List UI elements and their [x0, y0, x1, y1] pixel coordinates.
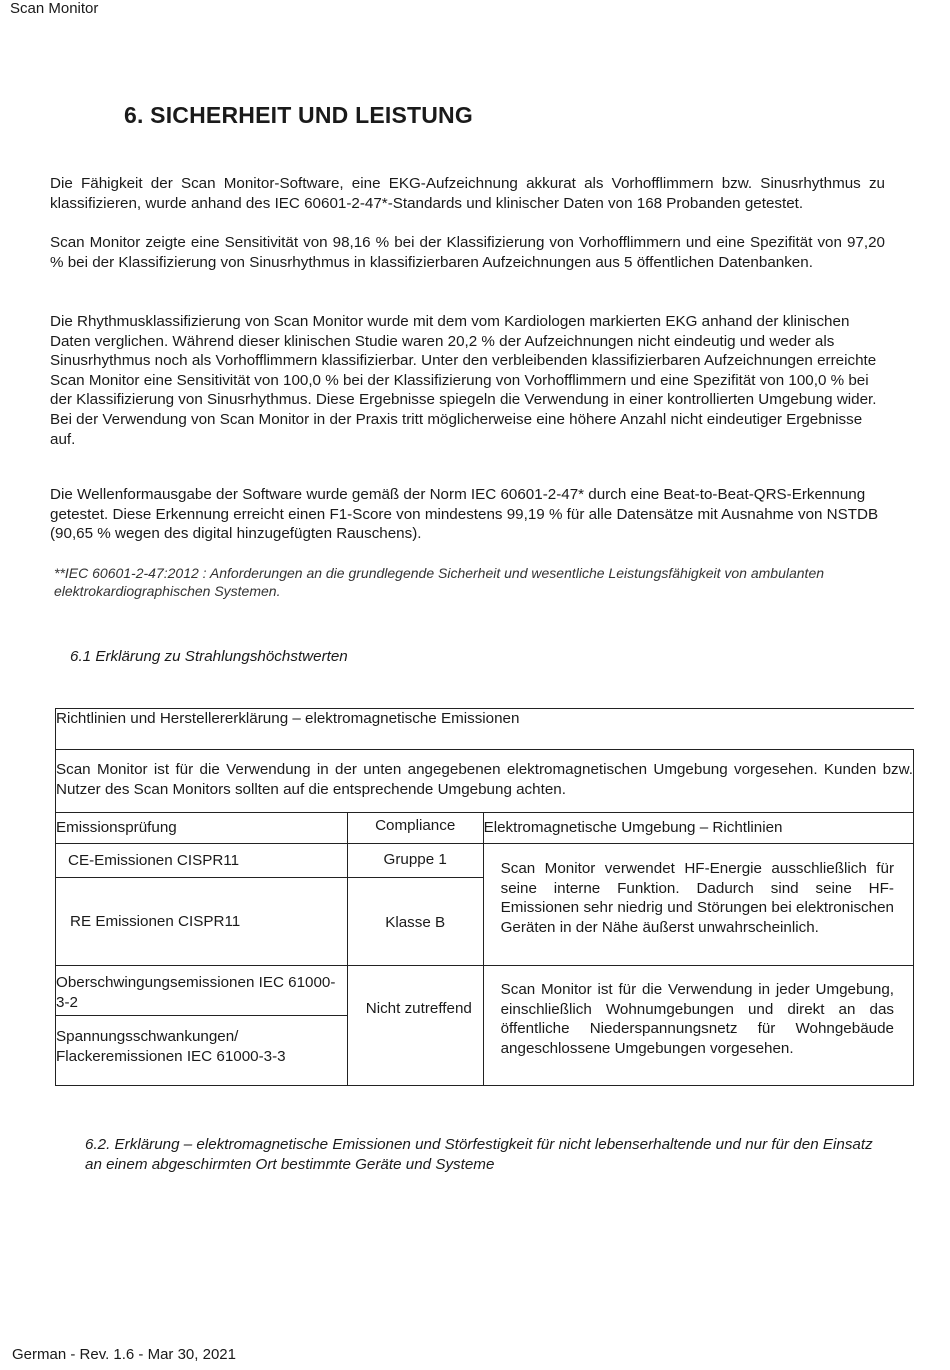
- table-row: [56, 878, 348, 966]
- col-header-guidance: Elektromagnetische Umgebung – Richtlinien: [483, 813, 913, 844]
- guidance-hf-energy: [483, 844, 913, 966]
- compliance-group-1: Gruppe 1: [347, 844, 483, 878]
- guidance-any-environment: [483, 966, 913, 1086]
- header-app-name: Scan Monitor: [10, 0, 99, 17]
- table-intro-text: Scan Monitor ist für die Verwendung in der unten angegebenen elektromagnetischen Umgebung vorgesehen. Kunden bzw. Nutzer des Scan Monitors sollten auf die entsprechende Umgebung achten.: [56, 761, 913, 798]
- table-intro: [56, 750, 914, 813]
- table-heading: [56, 709, 914, 750]
- subsection-title-6-1: 6.1 Erklärung zu Strahlungshöchstwerten: [70, 648, 348, 665]
- test-re-emissions: RE Emissionen CISPR11: [70, 913, 241, 930]
- paragraph-classification: Die Fähigkeit der Scan Monitor-Software, eine EKG-Aufzeichnung akkurat als Vorhofflimmern bzw. Sinusrhythmus zu klassifizieren, wurde anhand des IEC 60601-2-47*-Standards und klinischer Daten von 168 Probanden getestet.: [50, 175, 885, 212]
- paragraph-clinical-study: Die Rhythmusklassifizierung von Scan Monitor wurde mit dem vom Kardiologen markierten EKG anhand der klinischen Daten verglichen. Während dieser klinischen Studie waren 20,2 % der Aufzeichnungen nicht eindeutig und weder als Sinusrhythmus noch als Vorhofflimmern klassifizierbar. Unter den verbleibenden klassifizierbaren Aufzeichnungen erreichte Scan Monitor eine Sensitivität von 100,0 % bei der Klassifizierung von Vorhofflimmern und eine Spezifität von 100,0 % bei der Klassifizierung von Sinusrhythmus. Diese Ergebnisse spiegeln die Verwendung in einer kontrollierten Umgebung wider. Bei der Verwendung von Scan Monitor in der Praxis tritt möglicherweise eine höhere Anzahl nicht eindeutiger Ergebnisse auf.: [50, 313, 877, 448]
- guidance-any-environment-text: Scan Monitor ist für die Verwendung in jeder Umgebung, einschließlich Wohnumgebungen und direkt an das öffentliche Niederspannungsnetz für Wohngebäude angeschlossene Umgebungen vorgesehen.: [500, 981, 894, 1057]
- footer-revision: German - Rev. 1.6 - Mar 30, 2021: [12, 1346, 236, 1363]
- compliance-not-applicable: Nicht zutreffend: [347, 966, 483, 1086]
- section-title: 6. SICHERHEIT UND LEISTUNG: [124, 102, 473, 128]
- table-row: [56, 844, 348, 878]
- table-row: [56, 1016, 348, 1086]
- table-row: [56, 966, 348, 1016]
- test-voltage-fluctuations: Spannungsschwankungen/ Flackeremissionen IEC 61000-3-3: [56, 1028, 286, 1065]
- table-heading-text: Richtlinien und Herstellererklärung – elektromagnetische Emissionen: [56, 710, 520, 727]
- subsection-title-6-2: 6.2. Erklärung – elektromagnetische Emissionen und Störfestigkeit für nicht lebenserhaltende und nur für den Einsatz an einem abgeschirmten Ort bestimmte Geräte und Systeme: [85, 1136, 873, 1173]
- footnote: **IEC 60601-2-47:2012 : Anforderungen an die grundlegende Sicherheit und wesentliche Leistungsfähigkeit von ambulanten elektrokardiographischen Systemen.: [54, 565, 825, 599]
- test-harmonic-emissions: Oberschwingungsemissionen IEC 61000-3-2: [56, 974, 336, 1011]
- emissions-table: [55, 708, 914, 1086]
- compliance-class-b: Klasse B: [347, 878, 483, 966]
- guidance-hf-energy-text: Scan Monitor verwendet HF-Energie ausschließlich für seine interne Funktion. Dadurch sind seine HF-Emissionen sehr niedrig und Störungen bei elektronischen Geräten in der Nähe äußerst unwahrscheinlich.: [500, 860, 894, 936]
- paragraph-sensitivity: Scan Monitor zeigte eine Sensitivität von 98,16 % bei der Klassifizierung von Vorhofflimmern und eine Spezifität von 97,20 % bei der Klassifizierung von Sinusrhythmus in klassifizierbaren Aufzeichnungen aus 5 öffentlichen Datenbanken.: [50, 234, 885, 271]
- test-ce-emissions: CE-Emissionen CISPR11: [68, 852, 240, 869]
- col-header-test: Emissionsprüfung: [56, 813, 348, 844]
- paragraph-waveform: Die Wellenformausgabe der Software wurde gemäß der Norm IEC 60601-2-47* durch eine Beat-to-Beat-QRS-Erkennung getestet. Diese Erkennung erreicht einen F1-Score von mindestens 99,19 % für alle Datensätze mit Ausnahme von NSTDB (90,65 % wegen des digital hinzugefügten Rauschens).: [50, 486, 879, 543]
- col-header-compliance: Compliance: [347, 813, 483, 844]
